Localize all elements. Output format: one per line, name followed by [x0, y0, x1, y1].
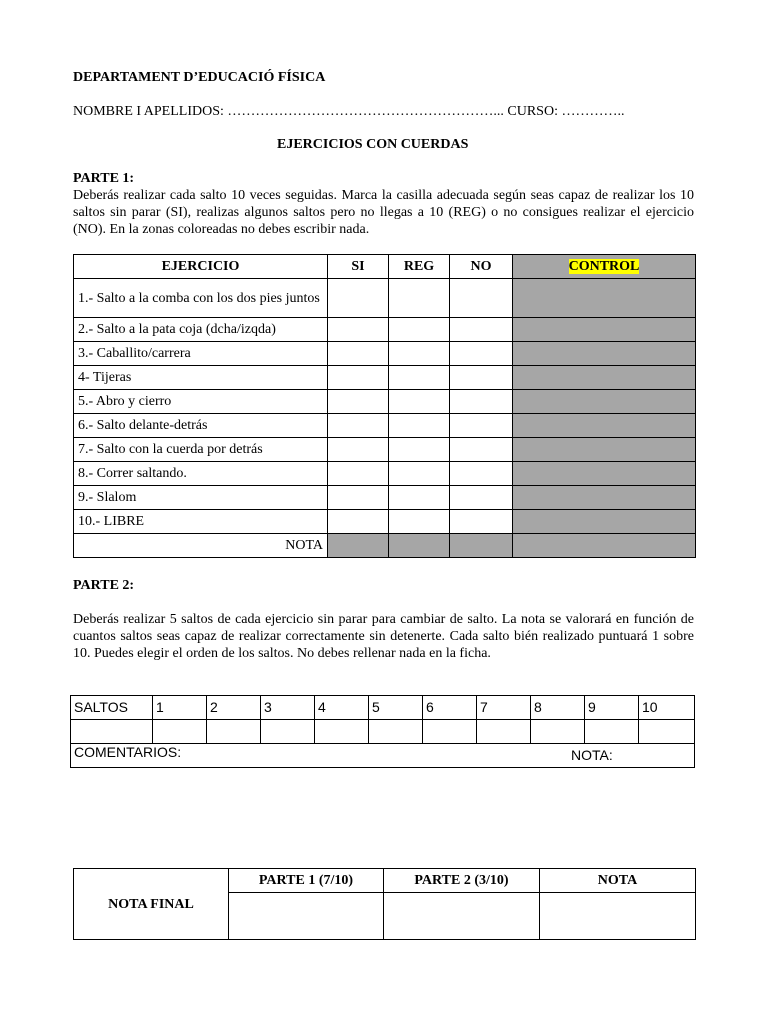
reg-cell[interactable]	[389, 414, 450, 438]
column-header-ejercicio: EJERCICIO	[74, 255, 328, 279]
table-row	[74, 366, 696, 390]
final-header-row	[74, 869, 696, 893]
nota-shaded-cell	[450, 534, 513, 558]
no-cell[interactable]	[450, 510, 513, 534]
reg-cell[interactable]	[389, 462, 450, 486]
salto-number: 6	[423, 696, 477, 720]
part1-table	[73, 254, 696, 558]
saltos-entry-cell[interactable]	[207, 720, 261, 744]
control-cell	[513, 486, 696, 510]
exercise-name: 3.- Caballito/carrera	[74, 342, 328, 366]
salto-number: 10	[639, 696, 695, 720]
nota-final-label: NOTA FINAL	[74, 869, 229, 940]
table-row	[74, 486, 696, 510]
saltos-entry-cell[interactable]	[369, 720, 423, 744]
nota-shaded-cell	[513, 534, 696, 558]
salto-number: 5	[369, 696, 423, 720]
reg-cell[interactable]	[389, 342, 450, 366]
salto-number: 2	[207, 696, 261, 720]
control-cell	[513, 279, 696, 318]
no-cell[interactable]	[450, 438, 513, 462]
control-cell	[513, 318, 696, 342]
no-cell[interactable]	[450, 486, 513, 510]
part1-header-row	[74, 255, 696, 279]
department-title: DEPARTAMENT D’EDUCACIÓ FÍSICA	[73, 70, 326, 85]
comments-row	[71, 744, 695, 768]
no-cell[interactable]	[450, 342, 513, 366]
saltos-entry-cell[interactable]	[315, 720, 369, 744]
control-cell	[513, 438, 696, 462]
nota-shaded-cell	[328, 534, 389, 558]
table-row	[74, 510, 696, 534]
si-cell[interactable]	[328, 342, 389, 366]
saltos-entry-cell[interactable]	[71, 720, 153, 744]
nota-label: NOTA	[74, 534, 328, 558]
table-row	[74, 318, 696, 342]
si-cell[interactable]	[328, 279, 389, 318]
part1-instructions: Deberás realizar cada salto 10 veces seguidas. Marca la casilla adecuada según seas capaz de realizar los 10 saltos sin parar (SI), realizas algunos saltos pero no llegas a 10 (REG) o no consigues realizar el ejercicio (NO). En la zonas coloreadas no debes escribir nada.	[73, 188, 694, 237]
reg-cell[interactable]	[389, 390, 450, 414]
saltos-entry-cell[interactable]	[153, 720, 207, 744]
saltos-entry-cell[interactable]	[639, 720, 695, 744]
comments-nota-label: NOTA:	[571, 747, 613, 763]
exercise-name: 4- Tijeras	[74, 366, 328, 390]
part2-instructions: Deberás realizar 5 saltos de cada ejercicio sin parar para cambiar de salto. La nota se valorará en función de cuantos saltos seas capaz de realizar correctamente sin detenerte. Cada salto bién realizado puntuará 1 sobre 10. Puedes elegir el orden de los saltos. No debes rellenar nada en la ficha.	[73, 612, 694, 661]
saltos-entry-cell[interactable]	[261, 720, 315, 744]
no-cell[interactable]	[450, 279, 513, 318]
table-row	[74, 438, 696, 462]
si-cell[interactable]	[328, 462, 389, 486]
saltos-label: SALTOS	[71, 696, 153, 720]
reg-cell[interactable]	[389, 438, 450, 462]
control-cell	[513, 342, 696, 366]
column-header-control	[513, 255, 696, 279]
table-row	[74, 279, 696, 318]
no-cell[interactable]	[450, 414, 513, 438]
nota-shaded-cell	[389, 534, 450, 558]
exercise-name: 6.- Salto delante-detrás	[74, 414, 328, 438]
salto-number: 1	[153, 696, 207, 720]
exercise-name: 10.- LIBRE	[74, 510, 328, 534]
si-cell[interactable]	[328, 438, 389, 462]
part1-heading: PARTE 1:	[73, 171, 135, 186]
salto-number: 4	[315, 696, 369, 720]
si-cell[interactable]	[328, 318, 389, 342]
column-header-no: NO	[450, 255, 513, 279]
parte1-grade-cell[interactable]	[229, 893, 384, 940]
part2-table	[70, 695, 695, 768]
no-cell[interactable]	[450, 318, 513, 342]
no-cell[interactable]	[450, 366, 513, 390]
saltos-entry-cell[interactable]	[423, 720, 477, 744]
si-cell[interactable]	[328, 390, 389, 414]
no-cell[interactable]	[450, 390, 513, 414]
control-cell	[513, 510, 696, 534]
reg-cell[interactable]	[389, 318, 450, 342]
si-cell[interactable]	[328, 414, 389, 438]
si-cell[interactable]	[328, 486, 389, 510]
exercise-name: 5.- Abro y cierro	[74, 390, 328, 414]
exercise-name: 1.- Salto a la comba con los dos pies juntos	[74, 279, 328, 318]
nota-row	[74, 534, 696, 558]
page-title: EJERCICIOS CON CUERDAS	[277, 137, 469, 152]
control-cell	[513, 390, 696, 414]
column-header-parte2: PARTE 2 (3/10)	[384, 869, 540, 893]
salto-number: 9	[585, 696, 639, 720]
column-header-reg: REG	[389, 255, 450, 279]
parte2-grade-cell[interactable]	[384, 893, 540, 940]
si-cell[interactable]	[328, 366, 389, 390]
exercise-name: 9.- Slalom	[74, 486, 328, 510]
comments-area[interactable]	[71, 744, 695, 768]
no-cell[interactable]	[450, 462, 513, 486]
salto-number: 3	[261, 696, 315, 720]
exercise-name: 2.- Salto a la pata coja (dcha/izqda)	[74, 318, 328, 342]
exercise-name: 7.- Salto con la cuerda por detrás	[74, 438, 328, 462]
control-label: CONTROL	[568, 259, 640, 274]
saltos-header-row	[71, 696, 695, 720]
part2-heading: PARTE 2:	[73, 578, 135, 593]
column-header-nota: NOTA	[540, 869, 696, 893]
saltos-entry-cell[interactable]	[531, 720, 585, 744]
control-cell	[513, 414, 696, 438]
table-row	[74, 342, 696, 366]
table-row	[74, 414, 696, 438]
reg-cell[interactable]	[389, 486, 450, 510]
reg-cell[interactable]	[389, 279, 450, 318]
saltos-entry-cell[interactable]	[477, 720, 531, 744]
name-course-line: NOMBRE I APELLIDOS: …………………………………………………... CURSO: …………..	[73, 104, 625, 119]
table-row	[74, 462, 696, 486]
column-header-parte1: PARTE 1 (7/10)	[229, 869, 384, 893]
reg-cell[interactable]	[389, 510, 450, 534]
exercise-name: 8.- Correr saltando.	[74, 462, 328, 486]
saltos-entry-cell[interactable]	[585, 720, 639, 744]
reg-cell[interactable]	[389, 366, 450, 390]
saltos-entry-row	[71, 720, 695, 744]
comments-label: COMENTARIOS:	[74, 744, 182, 760]
control-cell	[513, 366, 696, 390]
column-header-si: SI	[328, 255, 389, 279]
si-cell[interactable]	[328, 510, 389, 534]
final-grade-cell[interactable]	[540, 893, 696, 940]
table-row	[74, 390, 696, 414]
salto-number: 8	[531, 696, 585, 720]
control-cell	[513, 462, 696, 486]
final-grade-table	[73, 868, 696, 940]
salto-number: 7	[477, 696, 531, 720]
